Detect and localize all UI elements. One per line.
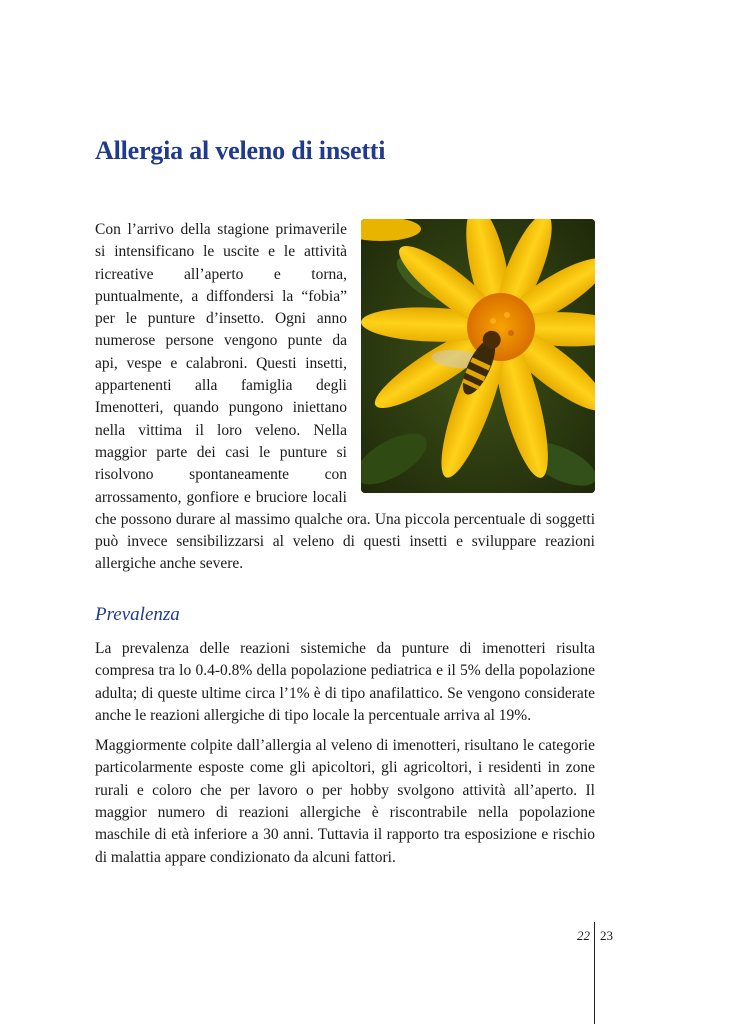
body-paragraph: Maggiormente colpite dall’allergia al veleno di imenotteri, risultano le categorie particolarmente esposte come gli apicoltori, gli agricoltori, i residenti in zone rurali e coloro che per lavoro o per hobby svolgono attività all’aperto. Il maggior numero di reazioni allergiche è riscontrabile nella popolazione maschile di età inferiore a 30 anni. Tuttavia il rapporto tra esposizione e rischio di malattia appare condizionato da alcuni fattori. xyxy=(95,737,595,866)
page-number-right: 23 xyxy=(600,928,613,943)
flower-photo xyxy=(361,219,595,493)
page-divider-rule xyxy=(594,922,595,1024)
page-number-left: 22 xyxy=(577,928,590,943)
page-title: Allergia al veleno di insetti xyxy=(95,136,386,165)
section-body xyxy=(95,638,595,877)
section-heading-prevalenza: Prevalenza xyxy=(95,604,180,625)
intro-paragraph-block xyxy=(95,219,595,576)
body-paragraph: La prevalenza delle reazioni sistemiche da punture di imenotteri risulta compresa tra lo 0.4-0.8% della popolazione pediatrica e il 5% della popolazione adulta; di queste ultime circa l’1% è di tipo anafilattico. Se vengono considerate anche le reazioni allergiche di tipo locale la percentuale arriva al 19%. xyxy=(95,640,595,724)
hoverfly-on-yellow-flower-photo xyxy=(361,219,595,493)
intro-text: Con l’arrivo della stagione primaverile si intensificano le uscite e le attività ricreative all’aperto e torna, puntualmente, a diffondersi la “fobia” per le punture d’insetto. Ogni anno numerose persone vengono punte da api, vespe e calabroni. Questi insetti, appartenenti alla famiglia degli Imenotteri, quando pungono iniettano nella vittima il loro veleno. Nella maggior parte dei casi le punture si risolvono spontaneamente con arrossamento, gonfiore e bruciore locali che possono durare al massimo qualche ora. Una piccola percentuale di soggetti può invece sensibilizzarsi al veleno di questi insetti e sviluppare reazioni allergiche anche severe. xyxy=(95,221,595,573)
